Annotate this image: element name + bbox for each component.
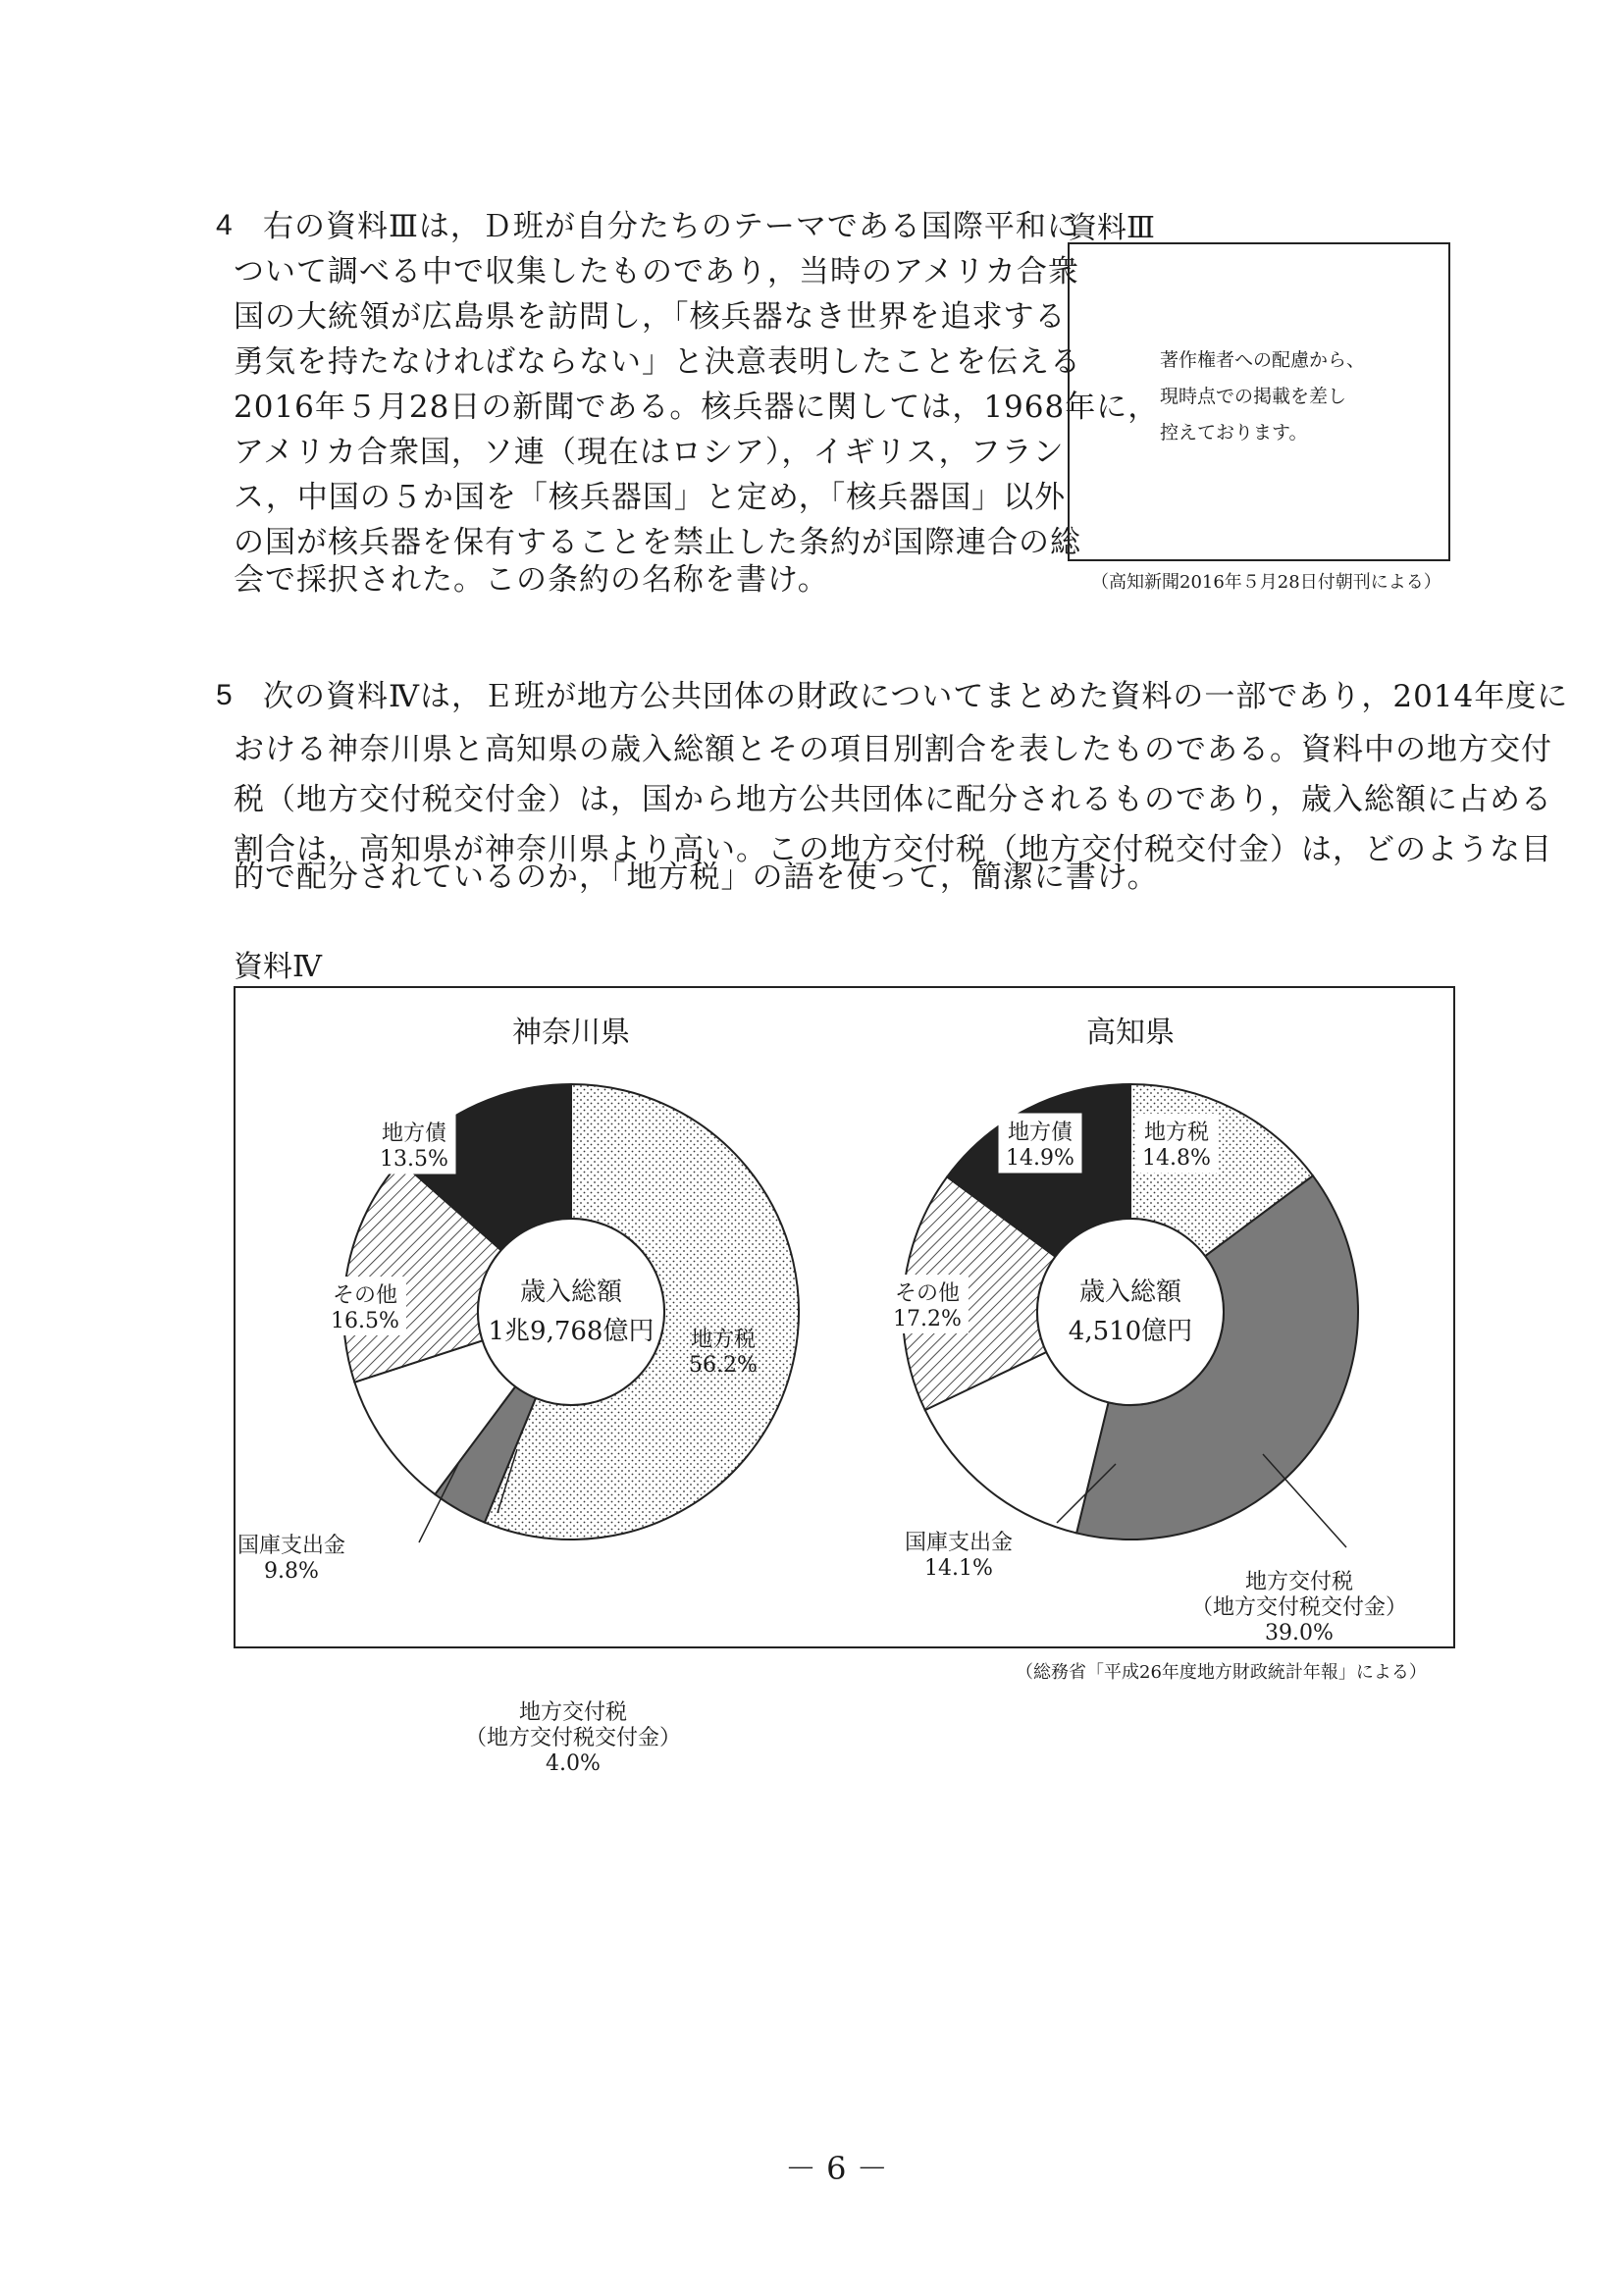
- material-3-source: （高知新聞2016年５月28日付朝刊による）: [1091, 572, 1441, 593]
- question-5-line: 税（地方交付税交付金）は，国から地方公共団体に配分されるものであり，歳入総額に占める: [234, 782, 1552, 817]
- question-4-line: 国の大統領が広島県を訪問し，「核兵器なき世界を追求する: [234, 299, 1067, 335]
- slice-label-value: 4.0%: [546, 1751, 601, 1776]
- slice-label-value: 56.2%: [689, 1353, 758, 1378]
- slice-label-name: 地方税: [1143, 1121, 1210, 1145]
- slice-label-name: 地方交付税: [518, 1700, 628, 1725]
- slice-label-name: 国庫支出金: [904, 1531, 1014, 1555]
- slice-label-name: （地方交付税交付金）: [1190, 1595, 1408, 1620]
- pie-center-label: 歳入総額: [1078, 1278, 1182, 1307]
- question-5-line: おける神奈川県と高知県の歳入総額とその項目別割合を表したものである。資料中の地方交付: [234, 732, 1552, 767]
- question-5-line: 割合は，高知県が神奈川県より高い。この地方交付税（地方交付税交付金）は，どのような目: [234, 832, 1552, 867]
- slice-label-name: 国庫支出金: [236, 1534, 346, 1558]
- pie-title: 神奈川県: [512, 1016, 630, 1050]
- copyright-notice-line: 控えております。: [1160, 422, 1308, 444]
- question-4-line: 勇気を持たなければならない」と決意表明したことを伝える: [234, 344, 1081, 380]
- pie-title: 高知県: [1086, 1016, 1175, 1050]
- leader-line: [1263, 1454, 1346, 1547]
- copyright-notice-line: 著作権者への配慮から、: [1160, 349, 1366, 371]
- question-4-line: 会で採択された。この条約の名称を書け。: [234, 562, 829, 598]
- pie-center-hole: [1037, 1219, 1224, 1405]
- question-4-line: 右の資料Ⅲは，Ｄ班が自分たちのテーマである国際平和に: [263, 209, 1078, 244]
- material-3-image-placeholder: [1068, 242, 1450, 561]
- slice-label-name: その他: [332, 1283, 398, 1308]
- slice-label-value: 14.8%: [1142, 1146, 1211, 1171]
- question-4-line: 2016年５月28日の新聞である。核兵器に関しては，1968年に，: [234, 390, 1160, 425]
- slice-label-name: 地方税: [690, 1328, 757, 1352]
- material-4-source: （総務省「平成26年度地方財政統計年報」による）: [1016, 1662, 1427, 1683]
- question-5-line: 的で配分されているのか，「地方税」の語を使って，簡潔に書け。: [234, 860, 1159, 895]
- question-5-number: 5: [216, 679, 233, 711]
- slice-label-value: 13.5%: [380, 1147, 448, 1172]
- slice-label-name: 地方債: [1007, 1121, 1074, 1145]
- question-4-line: ついて調べる中で収集したものであり，当時のアメリカ合衆: [234, 254, 1079, 289]
- pie-center-value: 4,510億円: [1068, 1317, 1193, 1346]
- slice-label-value: 17.2%: [893, 1307, 962, 1331]
- material-3-label: 資料Ⅲ: [1068, 211, 1155, 245]
- question-4-line: ス，中国の５か国を「核兵器国」と定め，「核兵器国」以外: [234, 480, 1067, 515]
- slice-label-name: （地方交付税交付金）: [464, 1726, 682, 1750]
- pie-center-label: 歳入総額: [519, 1278, 623, 1307]
- question-4-number: 4: [216, 209, 233, 241]
- slice-label-value: 14.1%: [924, 1556, 993, 1581]
- slice-label-name: 地方債: [381, 1122, 447, 1146]
- page-number: － 6 －: [785, 2150, 888, 2187]
- question-4-line: の国が核兵器を保有することを禁止した条約が国際連合の総: [234, 525, 1081, 560]
- material-4-label: 資料Ⅳ: [234, 950, 322, 984]
- slice-label-value: 14.9%: [1006, 1146, 1074, 1171]
- question-5-line: 次の資料Ⅳは，Ｅ班が地方公共団体の財政についてまとめた資料の一部であり，2014年度に: [263, 679, 1569, 714]
- question-4-line: アメリカ合衆国，ソ連（現在はロシア），イギリス，フラン: [234, 435, 1065, 470]
- slice-label-value: 9.8%: [264, 1559, 319, 1584]
- slice-label-name: 地方交付税: [1244, 1570, 1354, 1594]
- slice-label-name: その他: [894, 1281, 961, 1306]
- slice-label-value: 39.0%: [1265, 1621, 1334, 1645]
- pie-center-hole: [478, 1219, 664, 1405]
- copyright-notice-line: 現時点での掲載を差し: [1160, 386, 1347, 407]
- copyright-notice: [1160, 342, 1365, 451]
- pie-center-value: 1兆9,768億円: [488, 1317, 655, 1346]
- slice-label-value: 16.5%: [331, 1309, 399, 1333]
